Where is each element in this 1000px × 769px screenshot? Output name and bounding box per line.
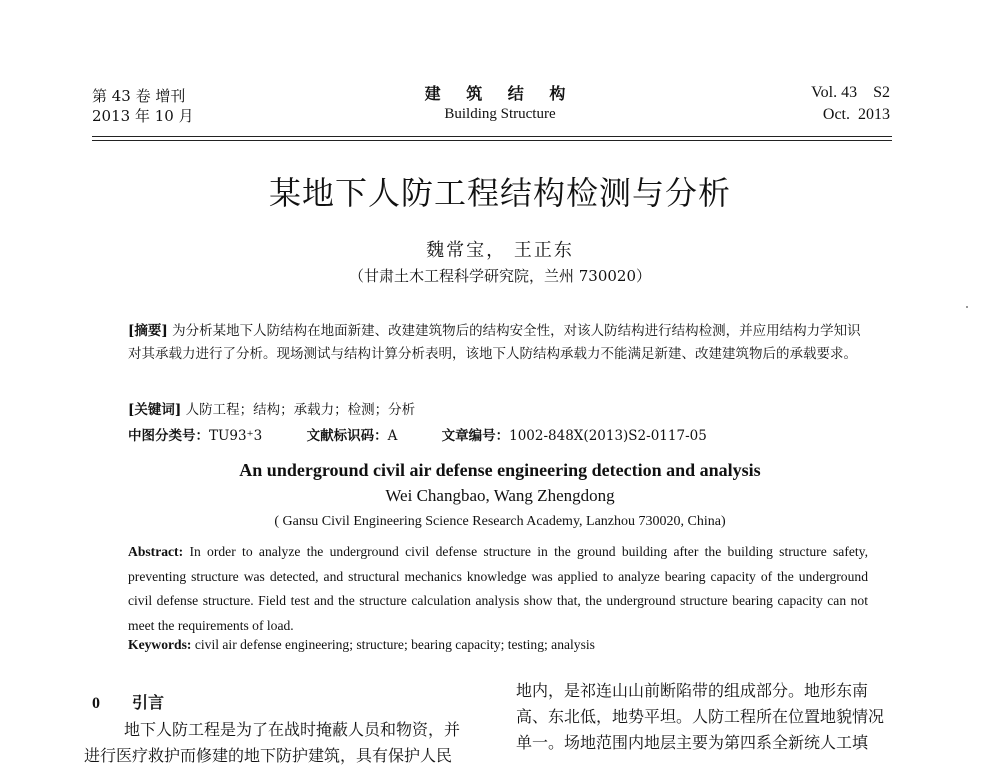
english-keywords xyxy=(128,637,868,653)
cn-abstract xyxy=(128,320,868,366)
journal-name-en: Building Structure xyxy=(444,106,556,122)
header-rule-thick xyxy=(92,136,892,137)
clc-value: TU93⁺3 xyxy=(209,428,263,444)
section-heading xyxy=(92,690,484,717)
scan-speck xyxy=(966,306,968,308)
english-title: An underground civil air defense engineering detection and analysis xyxy=(239,460,761,480)
journal-name xyxy=(380,84,620,124)
cn-abstract-label: [摘要] xyxy=(128,323,168,339)
body-paragraph-line: 进行医疗救护而修建的地下防护建筑，具有保护人民 xyxy=(84,746,453,765)
volume-issue: 第 43 卷 增刊 xyxy=(92,87,186,105)
cn-keywords-text: 人防工程；结构；承载力；检测；分析 xyxy=(185,402,416,418)
english-keywords-label: Keywords: xyxy=(128,637,192,652)
body-paragraph-line: 单一。场地范围内地层主要为第四系全新统人工填 xyxy=(516,733,869,752)
body-paragraph-line: 高、东北低，地势平坦。人防工程所在位置地貌情况 xyxy=(516,707,885,726)
cn-keywords-label: [关键词] xyxy=(128,402,182,418)
english-affiliation: ( Gansu Civil Engineering Science Research Academy, Lanzhou 730020, China) xyxy=(274,514,726,529)
section-number: 0 xyxy=(92,695,100,712)
publication-date: 2013 年 10 月 xyxy=(92,107,194,125)
body-paragraph-line: 地下人防工程是为了在战时掩蔽人员和物资，并 xyxy=(124,720,461,739)
doc-code-label: 文献标识码： xyxy=(306,428,388,444)
clc-label: 中图分类号： xyxy=(128,428,209,444)
paper-authors: 魏常宝， 王正东 xyxy=(426,240,574,261)
article-number-value: 1002-848X(2013)S2-0117-05 xyxy=(509,428,707,444)
doc-code-value: A xyxy=(387,428,398,444)
body-paragraph-line: 地内，是祁连山山前断陷带的组成部分。地形东南 xyxy=(516,681,869,700)
journal-volume-info xyxy=(92,86,194,126)
classification-line xyxy=(128,424,747,444)
english-abstract-text: In order to analyze the underground civil defense structure in the ground building after the building structure safety, preventing structure was detected, and structural mechanics knowledge was applied to analyze bearing capacity of the underground civil defense structure. Field test and the structure calculation analysis show that, the underground structure bearing capacity can not meet the requirements of load. xyxy=(128,544,868,633)
english-keywords-text: civil air defense engineering; structure; bearing capacity; testing; analysis xyxy=(194,637,595,652)
cn-abstract-text: 为分析某地下人防结构在地面新建、改建建筑物后的结构安全性，对该人防结构进行结构检测，并应用结构力学知识对其承载力进行了分析。现场测试与结构计算分析表明，该地下人防结构承载力不能满足新建、改建建筑物后的承载要求。 xyxy=(128,323,861,362)
article-number-label: 文章编号： xyxy=(441,428,510,444)
body-right-column xyxy=(516,678,896,756)
body-left-column xyxy=(84,690,484,769)
paper-affiliation: （甘肃土木工程科学研究院，兰州 730020） xyxy=(348,267,652,285)
section-title: 引言 xyxy=(132,693,165,712)
date-en: Oct. 2013 xyxy=(822,106,890,123)
vol-issue-en: Vol. 43 S2 xyxy=(811,84,890,101)
header-rule-thin xyxy=(92,140,892,141)
english-abstract xyxy=(128,540,868,638)
cn-keywords xyxy=(128,398,868,418)
english-abstract-label: Abstract: xyxy=(128,544,184,559)
english-authors: Wei Changbao, Wang Zhengdong xyxy=(385,486,615,505)
journal-volume-en xyxy=(811,82,890,126)
journal-name-zh: 建 筑 结 构 xyxy=(424,84,576,103)
paper-title: 某地下人防工程结构检测与分析 xyxy=(268,174,731,212)
